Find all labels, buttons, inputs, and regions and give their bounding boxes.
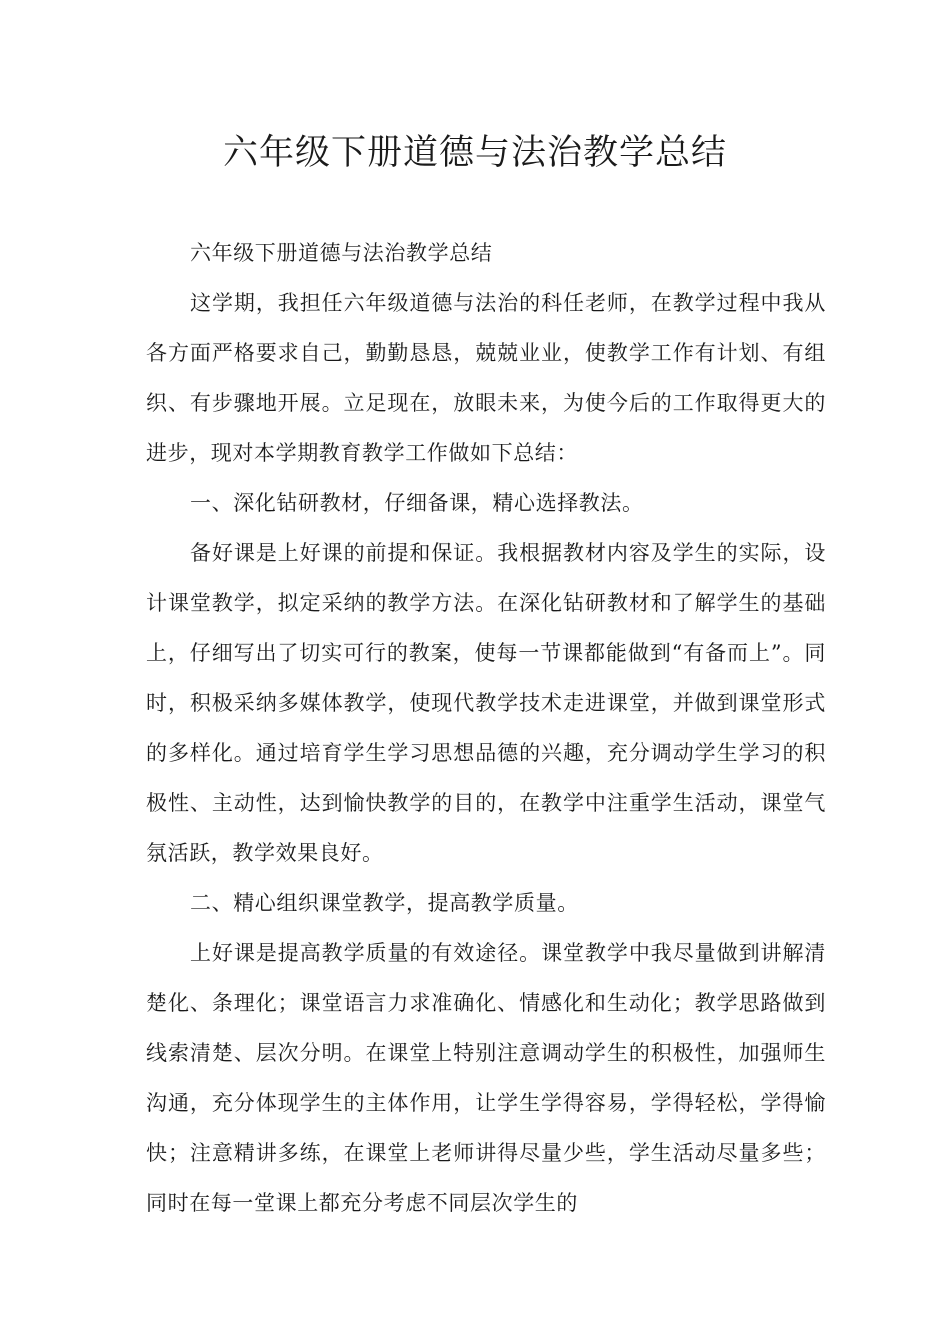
paragraph-section-1: 备好课是上好课的前提和保证。我根据教材内容及学生的实际，设计课堂教学，拟定采纳的教学方法。在深化钻研教材和了解学生的基础上，仔细写出了切实可行的教案，使每一节课都能做到“有备而上”。同时，积极采纳多媒体教学，使现代教学技术走进课堂，并做到课堂形式的多样化。通过培育学生学习思想品德的兴趣，充分调动学生学习的积极性、主动性，达到愉快教学的目的，在教学中注重学生活动，课堂气氛活跃，教学效果良好。 <box>146 541 826 865</box>
section-heading-1: 一、深化钻研教材，仔细备课，精心选择教法。 <box>190 491 644 515</box>
paragraph-heading: 六年级下册道德与法治教学总结 <box>190 241 493 265</box>
paragraph-section-2: 上好课是提高教学质量的有效途径。课堂教学中我尽量做到讲解清楚化、条理化；课堂语言力求准确化、情感化和生动化；教学思路做到线索清楚、层次分明。在课堂上特别注意调动学生的积极性，加强师生沟通，充分体现学生的主体作用，让学生学得容易，学得轻松，学得愉快；注意精讲多练，在课堂上老师讲得尽量少些，学生活动尽量多些；同时在每一堂课上都充分考虑不同层次学生的 <box>146 941 826 1215</box>
paragraph-intro: 这学期，我担任六年级道德与法治的科任老师，在教学过程中我从各方面严格要求自己，勤勤恳恳，兢兢业业，使教学工作有计划、有组织、有步骤地开展。立足现在，放眼未来，为使今后的工作取得更大的进步，现对本学期教育教学工作做如下总结： <box>146 291 826 465</box>
document-title: 六年级下册道德与法治教学总结 <box>222 133 727 173</box>
document-body <box>146 228 826 1228</box>
section-heading-2: 二、精心组织课堂教学，提高教学质量。 <box>190 891 579 915</box>
